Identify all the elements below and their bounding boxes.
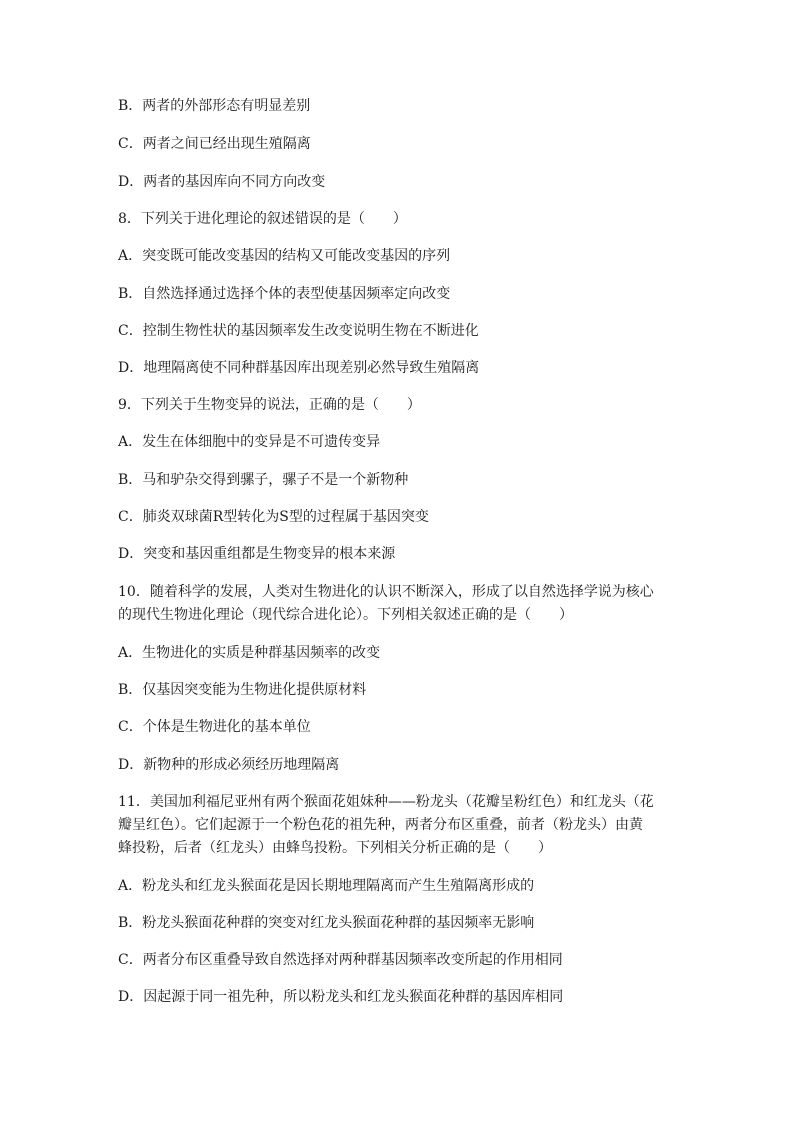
q10-stem-line-2: 的现代生物进化理论（现代综合进化论）。下列相关叙述正确的是（ ） <box>118 607 573 623</box>
q10-option-a: A．生物进化的实质是种群基因频率的改变 <box>118 645 381 661</box>
q7-option-c: C．两者之间已经出现生殖隔离 <box>118 136 311 152</box>
q11-option-a: A．粉龙头和红龙头猴面花是因长期地理隔离而产生生殖隔离形成的 <box>118 878 535 894</box>
q11-stem-line-1: 11．美国加利福尼亚州有两个猴面花姐妹种——粉龙头（花瓣呈粉红色）和红龙头（花 <box>118 794 654 810</box>
q10-stem-line-1: 10．随着科学的发展，人类对生物进化的认识不断深入，形成了以自然选择学说为核心 <box>118 584 654 600</box>
q9-option-d: D．突变和基因重组都是生物变异的根本来源 <box>118 546 396 562</box>
q10-option-b: B．仅基因突变能为生物进化提供原材料 <box>118 682 367 698</box>
q8-option-a: A．突变既可能改变基因的结构又可能改变基因的序列 <box>118 248 451 264</box>
q11-option-c: C．两者分布区重叠导致自然选择对两种群基因频率改变所起的作用相同 <box>118 952 563 968</box>
q10-option-d: D．新物种的形成必须经历地理隔离 <box>118 757 340 773</box>
q8-stem: 8．下列关于进化理论的叙述错误的是（ ） <box>118 211 407 227</box>
q11-stem-line-3: 蜂投粉，后者（红龙头）由蜂鸟投粉。下列相关分析正确的是（ ） <box>118 840 552 856</box>
q9-option-a: A．发生在体细胞中的变异是不可遗传变异 <box>118 434 381 450</box>
q11-stem-line-2: 瓣呈红色）。它们起源于一个粉色花的祖先种，两者分布区重叠，前者（粉龙头）由黄 <box>118 817 643 833</box>
q11-option-d: D．因起源于同一祖先种，所以粉龙头和红龙头猴面花种群的基因库相同 <box>118 989 564 1005</box>
q9-option-c: C．肺炎双球菌R型转化为S型的过程属于基因突变 <box>118 509 429 525</box>
q7-option-d: D．两者的基因库向不同方向改变 <box>118 174 326 190</box>
q8-option-d: D．地理隔离使不同种群基因库出现差别必然导致生殖隔离 <box>118 360 480 376</box>
q7-option-b: B．两者的外部形态有明显差别 <box>118 98 311 114</box>
q9-option-b: B．马和驴杂交得到骡子，骡子不是一个新物种 <box>118 472 409 488</box>
q10-option-c: C．个体是生物进化的基本单位 <box>118 719 311 735</box>
q8-option-b: B．自然选择通过选择个体的表型使基因频率定向改变 <box>118 286 451 302</box>
q9-stem: 9．下列关于生物变异的说法，正确的是（ ） <box>118 397 421 413</box>
q8-option-c: C．控制生物性状的基因频率发生改变说明生物在不断进化 <box>118 323 479 339</box>
q11-option-b: B．粉龙头猴面花种群的突变对红龙头猴面花种群的基因频率无影响 <box>118 915 535 931</box>
